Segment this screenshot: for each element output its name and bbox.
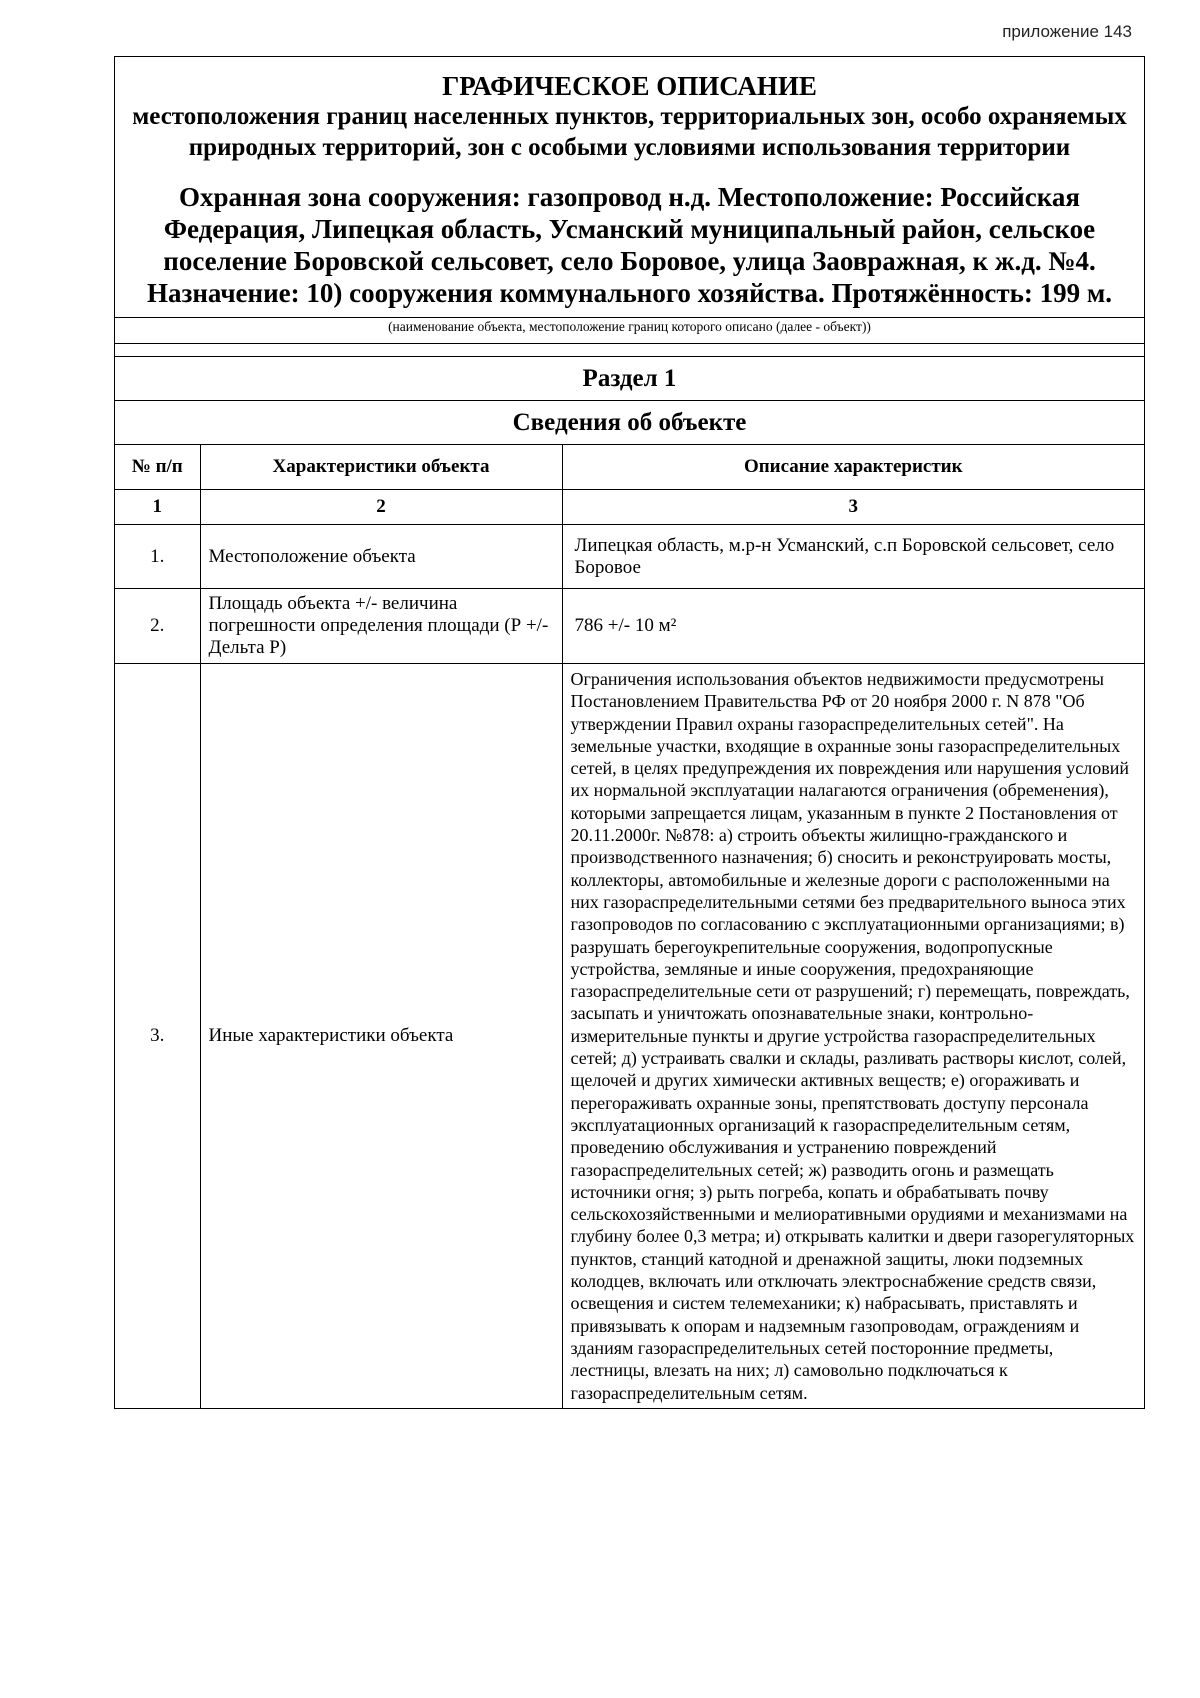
table-row bbox=[115, 664, 1144, 1408]
row-characteristic: Иные характеристики объекта bbox=[200, 664, 562, 1408]
object-name: Охранная зона сооружения: газопровод н.д. Местоположение: Российская Федерация, Липецкая область, Усманский муниципальный район, сельское поселение Боровской сельсовет, село Боровое, улица Заовражная, к ж.д. №4. Назначение: 10) сооружения коммунального хозяйства. Протяжённость: 199 м. bbox=[147, 182, 1112, 308]
document-subtitle: местоположения границ населенных пунктов, территориальных зон, особо охраняемых природных территорий, зон с особыми условиями использования территории bbox=[132, 103, 1127, 161]
document-title: ГРАФИЧЕСКОЕ ОПИСАНИЕ bbox=[442, 71, 817, 101]
row-number: 1. bbox=[115, 525, 200, 589]
document-frame bbox=[114, 56, 1145, 1409]
spacer-row bbox=[115, 344, 1144, 357]
row-characteristic: Местоположение объекта bbox=[200, 525, 562, 589]
column-number: 3 bbox=[562, 490, 1144, 525]
row-description: Липецкая область, м.р-н Усманский, с.п Боровской сельсовет, село Боровое bbox=[562, 525, 1144, 589]
row-description: Ограничения использования объектов недвижимости предусмотрены Постановлением Правительства РФ от 20 ноября 2000 г. N 878 "Об утверждении Правил охраны газораспределительных сетей". На земельные участки, входящие в охранные зоны газораспределительных сетей, в целях предупреждения их повреждения или нарушения условий их нормальной эксплуатации налагаются ограничения (обременения), которыми запрещается лицам, указанным в пункте 2 Постановления от 20.11.2000г. №878: а) строить объекты жилищно-гражданского и производственного назначения; б) сносить и реконструировать мосты, коллекторы, автомобильные и железные дороги с расположенными на них газораспределительными сетями без предварительного выноса этих газопроводов по согласованию с эксплуатационными организациями; в) разрушать берегоукрепительные сооружения, водопропускные устройства, земляные и иные сооружения, предохраняющие газораспределительные сети от разрушений; г) перемещать, повреждать, засыпать и уничтожать опознавательные знаки, контрольно-измерительные пункты и другие устройства газораспределительных сетей; д) устраивать свалки и склады, разливать растворы кислот, солей, щелочей и других химически активных веществ; е) огораживать и перегораживать охранные зоны, препятствовать доступу персонала эксплуатационных организаций к газораспределительным сетям, проведению обслуживания и устранению повреждений газораспределительных сетей; ж) разводить огонь и размещать источники огня; з) рыть погреба, копать и обрабатывать почву сельскохозяйственными и мелиоративными орудиями и механизмами на глубину более 0,3 метра; и) открывать калитки и двери газорегуляторных пунктов, станций катодной и дренажной защиты, люки подземных колодцев, включать или отключать электроснабжение средств связи, освещения и систем телемеханики; к) набрасывать, приставлять и привязывать к опорам и надземным газопроводам, ограждениям и зданиям газораспределительных сетей посторонние предметы, лестницы, влезать на них; л) самовольно подключаться к газораспределительным сетям. bbox=[562, 664, 1144, 1408]
row-description: 786 +/- 10 м² bbox=[562, 589, 1144, 664]
table-row bbox=[115, 589, 1144, 664]
column-number: 1 bbox=[115, 490, 200, 525]
section-title: Раздел 1 bbox=[115, 357, 1144, 401]
row-number: 3. bbox=[115, 664, 200, 1408]
table-row bbox=[115, 525, 1144, 589]
table-header-row bbox=[115, 445, 1144, 490]
header-description: Описание характеристик bbox=[562, 445, 1144, 490]
header bbox=[115, 57, 1144, 318]
row-number: 2. bbox=[115, 589, 200, 664]
column-number-row bbox=[115, 490, 1144, 525]
object-info-table bbox=[115, 445, 1144, 1408]
appendix-label: приложение 143 bbox=[1002, 22, 1132, 41]
column-number: 2 bbox=[200, 490, 562, 525]
object-caption: (наименование объекта, местоположение границ которого описано (далее - объект)) bbox=[115, 318, 1144, 344]
section-subtitle: Сведения об объекте bbox=[115, 401, 1144, 445]
header-number: № п/п bbox=[115, 445, 200, 490]
header-characteristic: Характеристики объекта bbox=[200, 445, 562, 490]
row-characteristic: Площадь объекта +/- величина погрешности определения площади (Р +/- Дельта Р) bbox=[200, 589, 562, 664]
